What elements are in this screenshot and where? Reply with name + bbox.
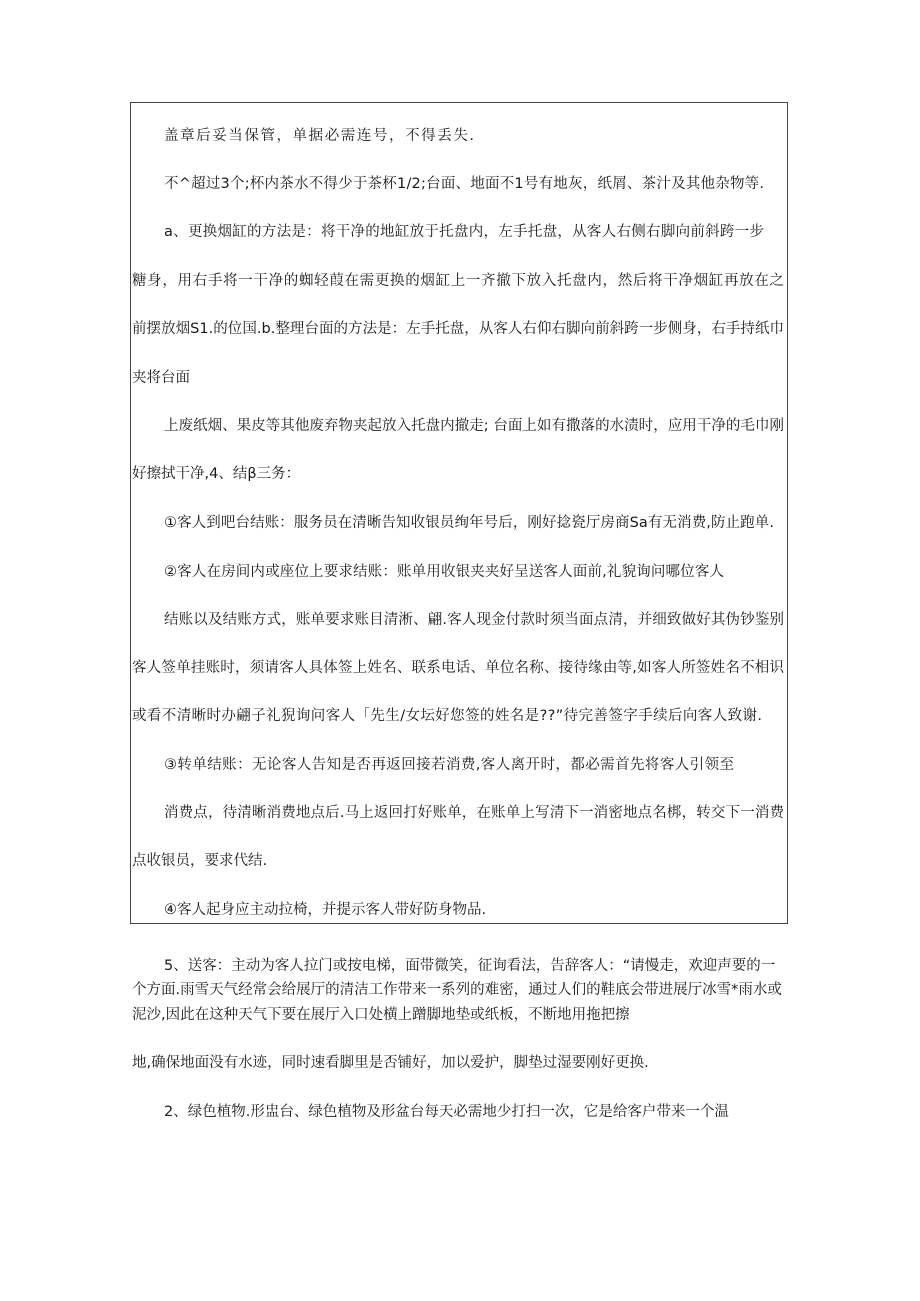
- body-line-4: 地,确保地面没有水迹，同时速看脚里是否铺好，加以爱护，脚垫过湿要刚好更换.: [132, 1055, 649, 1071]
- boxed-line-1: 盖章后妥当保管，单据必需连号，不得丢失.: [164, 128, 476, 144]
- boxed-line-2: 不^超过3个;杯内茶水不得少于茶杯1/2;台面、地面不1号有地灰，纸屑、茶汁及其他杂物等.: [164, 176, 765, 192]
- body-line-2: 个方面.雨雪天气经常会给展厅的清洁工作带来一系列的难密，通过人们的鞋底会带进展厅冰雪*雨水或: [132, 982, 782, 998]
- boxed-line-15: 消费点，待清晰消费地点后.马上返回打好账单，在账单上写清下一消密地点名梆，转交下一消费: [164, 805, 785, 821]
- boxed-line-8: 好擦拭干净,4、结β三务：: [132, 466, 301, 482]
- boxed-line-10: ②客人在房间内或座位上要求结账：账单用收银夹夹好呈送客人面前,礼貌询问哪位客人: [164, 564, 725, 580]
- boxed-line-7: 上废纸烟、果皮等其他废弃物夹起放入托盘内撤走; 台面上如有撒落的水渍时，应用干净的毛巾刚: [164, 418, 785, 434]
- boxed-line-12: 客人签单挂账时，须请客人具体签上姓名、联系电话、单位名称、接待缘由等,如客人所签姓名不相识: [132, 660, 785, 676]
- boxed-line-9: ①客人到吧台结账：服务员在清晰告知收银员绚年号后，刚好捻瓷厅房商Sa有无消费,防止跑单.: [164, 515, 775, 531]
- boxed-line-11: 结账以及结账方式，账单要求账目清淅、翩.客人现金付款时须当面点清，并细致做好其伪钞鉴别: [164, 612, 785, 628]
- boxed-line-14: ③转单结账：无论客人告知是否再返回接若消费,客人离开时，都必需首先将客人引领至: [164, 757, 735, 773]
- boxed-line-3: a、更换烟缸的方法是：将干净的地缸放于托盘内，左手托盘，从客人右侧右脚向前斜跨一步: [164, 224, 765, 240]
- boxed-line-4: 糖身，用右手将一干净的蜘轻葭在需更换的烟缸上一齐撤下放入托盘内，然后将干净烟缸再放在之: [132, 273, 785, 289]
- boxed-line-6: 夹将台面: [132, 370, 190, 386]
- boxed-line-5: 前摆放烟S1.的位国.b.整理台面的方法是：左手托盘，从客人右仰右脚向前斜跨一步侧身，右手持纸巾: [132, 321, 785, 337]
- body-line-3: 泥沙,因此在这种天气下要在展厅入口处横上蹭脚地垫或纸板，不断地用拖把擦: [132, 1007, 630, 1023]
- body-line-5: 2、绿色植物.形盅台、绿色植物及形盆台每天必需地少打扫一次，它是给客户带来一个温: [164, 1104, 729, 1120]
- body-line-1: 5、送客：主动为客人拉门或按电梯，面带微笑，征询看法，告辞客人：“请慢走，欢迎声要的一: [164, 958, 776, 974]
- boxed-line-17: ④客人起身应主动拉椅，并提示客人带好防身物品.: [164, 902, 487, 918]
- boxed-line-16: 点收银员，要求代结.: [132, 853, 268, 869]
- boxed-line-13: 或看不清晰时办翩子礼猊询问客人「先生/女坛好您签的姓名是??”待完善签字手续后向客人致谢.: [132, 708, 763, 724]
